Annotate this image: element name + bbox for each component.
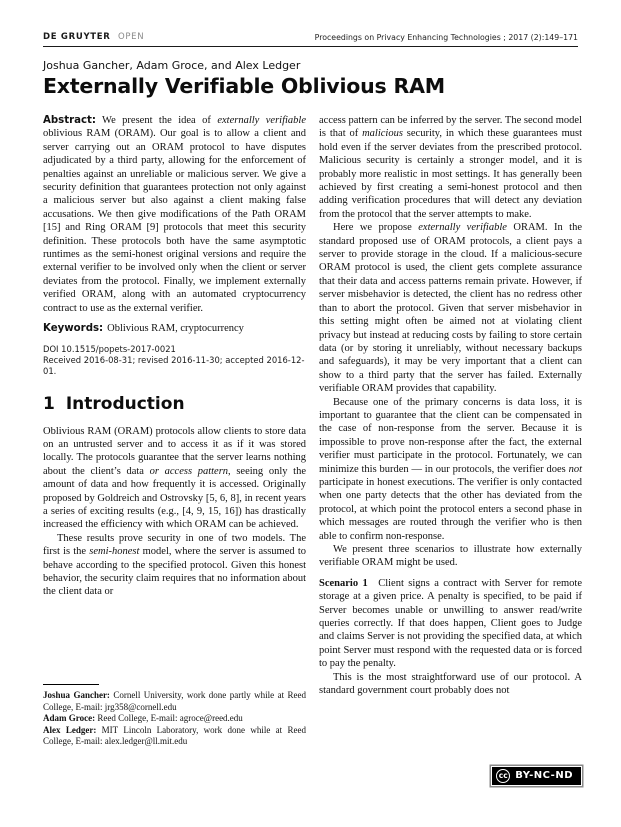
publisher-logo [43,32,144,42]
cc-license-label: BY-NC-ND [515,770,573,782]
cc-license-badge[interactable] [491,766,582,786]
abstract-body: We present the idea of externally verifiable oblivious RAM (ORAM). Our goal is to allow a client and server carrying out an ORAM protocol to have disputes adjudicated by a third party, allowing for the enforcement of penalties against an unreliable or malicious server. We give a security definition that guarantees protection not only against a malicious server but also against a client making false accusations. We then give modifications of the Path ORAM [15] and Ring ORAM [9] protocols that meet this security definition. These protocols both have the same asymptotic runtimes as the semi-honest original versions and require the external verifier to be involved only when the client or server deviates from the protocol. Finally, we implement externally verified ORAM, along with an automated cryptocurrency contract to use as the external verifier. [43,115,306,314]
paper-title: Externally Verifiable Oblivious RAM [43,74,445,98]
footnote-rule [43,684,99,685]
intro-paragraphs [43,425,306,599]
authors-line: Joshua Gancher, Adam Groce, and Alex Ledger [43,59,301,72]
left-column [43,114,306,800]
publication-info [43,344,306,378]
page-content [43,0,582,800]
body-paragraph: This is the most straightforward use of our protocol. A standard government court probably does not [319,671,582,697]
history-line: Received 2016-08-31; revised 2016-11-30; accepted 2016-12-01. [43,354,305,376]
section-title: Introduction [65,394,185,415]
footnote-item: Alex Ledger: MIT Lincoln Laboratory, work done while at Reed College, E-mail: alex.ledger@ll.mit.edu [43,724,306,747]
two-column-body [43,114,582,800]
keywords-line [43,322,306,335]
running-header [43,32,578,42]
intro-paragraph: These results prove security in one of two models. The first is the semi-honest model, where the server is assumed to behave according to the specified protocol. Given this honest behavior, the security claim requires that no information about the client data or [43,532,306,598]
body-paragraph: Here we propose externally verifiable ORAM. In the standard proposed use of ORAM protocols, a client pays a server to provide storage in the cloud. If a malicious-secure ORAM protocol is used, the client gets complete assurance that their data and access patterns remain private. However, if server misbehavior is detected, the client has no redress other than to abort the protocol. Given that server misbehavior in this setting might often be aimed not at violating client privacy but instead at reducing costs by failing to store certain data (or by storing it unreliably, without necessary backups and safeguards), it may be very important that a client can show to a third party that the server has failed. Externally verifiable ORAM provides that capability. [319,222,582,395]
footnote-list [43,690,306,748]
doi-line: DOI 10.1515/popets-2017-0021 [43,343,176,354]
body-paragraph: Because one of the primary concerns is data loss, it is important to guarantee that the client can be compensated in the case of non-response from the server. Because it is impossible to prove non-response after the fact, the external verifier must participate in the protocol. Fortunately, we can minimize this burden — in our protocols, the verifier does not participate in honest executions. The verifier is only contacted when one party detects that the other has deviated from the protocol, at which point the protocol enters a second phase in which messages are routed through the verifier who is then able to confirm non-response. [319,396,582,542]
header-rule [43,46,578,47]
section-number: 1 [43,394,55,415]
body-paragraph: access pattern can be inferred by the server. The second model is that of malicious security, in which these guarantees must hold even if the server deviates from the prescribed protocol. Malicious security is certainly a stronger model, and it is probably more realistic in most settings. It has generally been achieved by first creating a semi-honest protocol and then adding verification procedures that will detect any deviation from the protocol that the server attempts to make. [319,115,582,220]
footnote-block [43,684,306,748]
keywords-value: Oblivious RAM, cryptocurrency [107,323,244,335]
publisher-open-label: OPEN [117,32,145,42]
abstract-label: Abstract: [43,115,96,126]
journal-reference: Proceedings on Privacy Enhancing Technologies ; 2017 (2):149–171 [314,33,578,42]
publisher-name: DE GRUYTER [43,32,111,42]
intro-paragraph: Oblivious RAM (ORAM) protocols allow clients to store data on an untrusted server and to access it as if it was stored locally. The protocols guarantee that the server learns nothing about the client’s data or access pattern, seeing only the amount of data and how frequently it is accessed. Originally proposed by Goldreich and Ostrovsky [5, 6, 8], in recent years a series of exciting results (e.g., [4, 9, 15, 16]) has drastically increased the efficiency with which ORAM can be achieved. [43,425,306,531]
body-paragraph: We present three scenarios to illustrate how externally verifiable ORAM might be used. [319,544,582,569]
scenario-paragraph: Scenario 1 Client signs a contract with Server for remote storage at a given price. A penalty is specified, to be paid if Server becomes unable or unwilling to answer read/write queries correctly. If that does happen, Client goes to Judge and claims Server is not providing the specified data, at which point Server must respond with the requested data or is forced to pay the penalty. [319,577,582,670]
abstract [43,114,306,315]
footnote-item: Joshua Gancher: Cornell University, work done partly while at Reed College, E-mail: jrg358@cornell.edu [43,690,306,712]
keywords-label: Keywords: [43,323,104,335]
right-column [319,114,582,800]
cc-logo-icon: cc [496,769,510,783]
section-heading [43,394,306,415]
right-paragraphs [319,114,582,697]
footnote-item: Adam Groce: Reed College, E-mail: agroce@reed.edu [43,713,243,724]
